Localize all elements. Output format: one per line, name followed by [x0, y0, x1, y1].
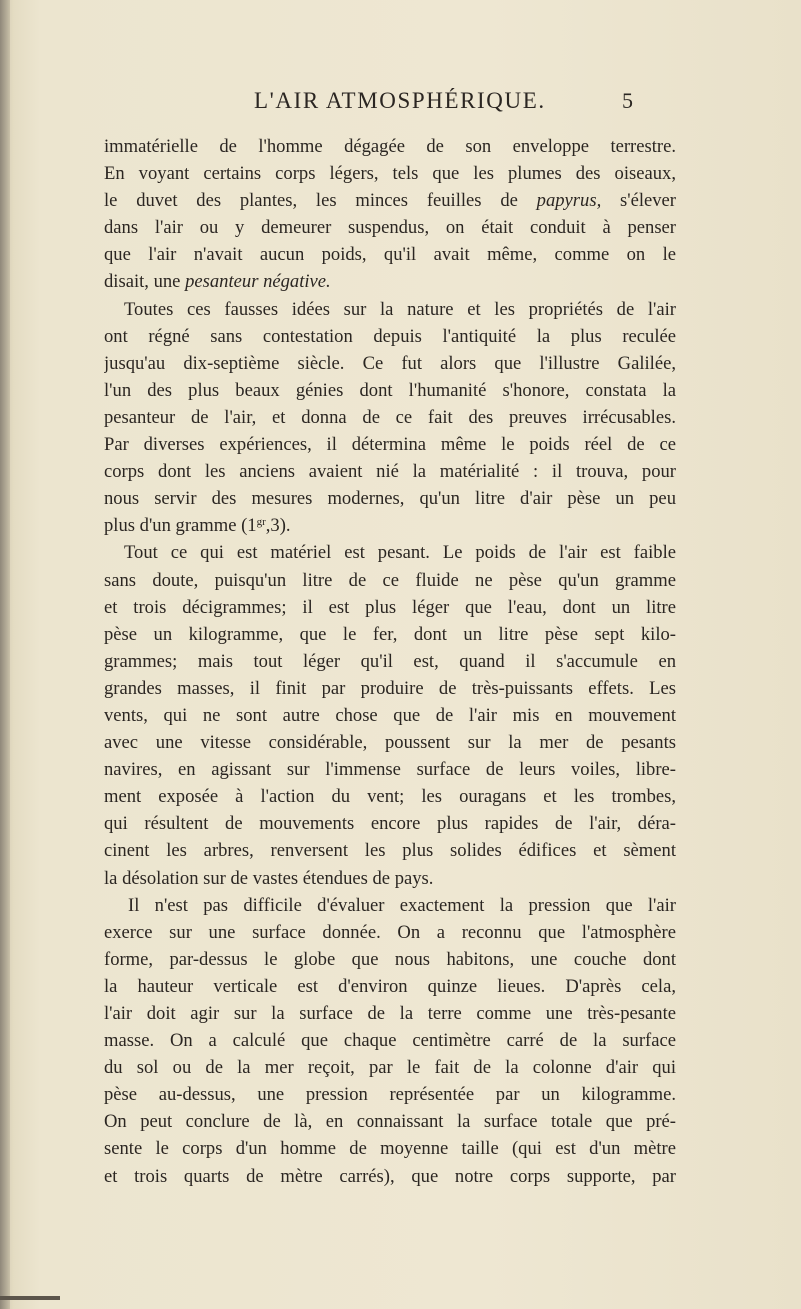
- page-edge-mark: [0, 1296, 60, 1300]
- text-line: qui résultent de mouvements encore plus rapides de l'air, déra-: [104, 813, 676, 835]
- text-line: Toutes ces fausses idées sur la nature et les propriétés de l'air: [124, 298, 676, 320]
- italic-word: papyrus,: [536, 190, 602, 212]
- text-line: cinent les arbres, renversent les plus solides édifices et sèment: [104, 840, 676, 862]
- text-line: grammes; mais tout léger qu'il est, quand il s'accumule en: [104, 650, 676, 672]
- text-line: [104, 268, 676, 295]
- text-fragment: s'élever: [620, 190, 676, 212]
- italic-phrase: pesanteur négative.: [185, 271, 331, 293]
- text-line: l'un des plus beaux génies dont l'humanité s'honore, constata la: [104, 379, 676, 401]
- text-fragment: disait, une: [104, 271, 181, 293]
- text-line: et trois quarts de mètre carrés), que notre corps supporte, par: [104, 1165, 676, 1187]
- text-line: exerce sur une surface donnée. On a reconnu que l'atmosphère: [104, 921, 676, 943]
- text-line: que l'air n'avait aucun poids, qu'il avait même, comme on le: [104, 244, 676, 266]
- text-line: du sol ou de la mer reçoit, par le fait de la colonne d'air qui: [104, 1057, 676, 1079]
- text-line: et trois décigrammes; il est plus léger que l'eau, dont un litre: [104, 596, 676, 618]
- text-line: l'air doit agir sur la surface de la terre comme une très-pesante: [104, 1003, 676, 1024]
- spine-shadow: [0, 0, 10, 1309]
- text-line: grandes masses, il finit par produire de très-puissants effets. Les: [104, 677, 676, 699]
- text-line: la désolation sur de vastes étendues de pays.: [104, 867, 434, 889]
- body-text: [104, 133, 676, 1190]
- page-header: [0, 88, 801, 118]
- text-line: navires, en agissant sur l'immense surface de leurs voiles, libre-: [104, 759, 676, 781]
- superscript-unit: gr: [256, 516, 266, 529]
- text-line: vents, qui ne sont autre chose que de l'air mis en mouvement: [104, 704, 676, 726]
- text-line: immatérielle de l'homme dégagée de son enveloppe terrestre.: [104, 136, 676, 157]
- text-line: [104, 187, 676, 214]
- text-line: pesanteur de l'air, et donna de ce fait des preuves irrécusables.: [104, 406, 676, 428]
- text-line: jusqu'au dix-septième siècle. Ce fut alors que l'illustre Galilée,: [104, 352, 676, 374]
- text-line: avec une vitesse considérable, poussent sur la mer de pesants: [104, 732, 676, 754]
- text-line: dans l'air ou y demeurer suspendus, on était conduit à penser: [104, 217, 676, 239]
- text-line: pèse un kilogramme, que le fer, dont un litre pèse sept kilo-: [104, 623, 676, 645]
- text-line: sans doute, puisqu'un litre de ce fluide ne pèse qu'un gramme: [104, 569, 676, 591]
- text-line: nous servir des mesures modernes, qu'un litre d'air pèse un peu: [104, 488, 676, 510]
- text-line: [104, 512, 676, 539]
- text-fragment: ,3).: [265, 515, 291, 537]
- text-line: Il n'est pas difficile d'évaluer exactement la pression que l'air: [128, 894, 676, 916]
- text-line: On peut conclure de là, en connaissant la surface totale que pré-: [104, 1111, 676, 1133]
- text-line: Tout ce qui est matériel est pesant. Le poids de l'air est faible: [124, 542, 676, 564]
- text-line: forme, par-dessus le globe que nous habitons, une couche dont: [104, 948, 676, 970]
- text-line: sente le corps d'un homme de moyenne taille (qui est d'un mètre: [104, 1138, 676, 1160]
- page-number: 5: [622, 88, 633, 113]
- text-line: masse. On a calculé que chaque centimètre carré de la surface: [104, 1030, 676, 1052]
- text-line: la hauteur verticale est d'environ quinze lieues. D'après cela,: [104, 975, 676, 997]
- text-fragment: plus d'un gramme (1: [104, 515, 257, 537]
- text-line: Par diverses expériences, il détermina même le poids réel de ce: [104, 434, 676, 456]
- text-line: ont régné sans contestation depuis l'antiquité la plus reculée: [104, 325, 676, 347]
- text-fragment: le duvet des plantes, les minces feuilles de: [104, 190, 518, 212]
- text-line: pèse au-dessus, une pression représentée par un kilogramme.: [104, 1084, 676, 1106]
- running-title: L'AIR ATMOSPHÉRIQUE.: [254, 88, 546, 113]
- text-line: corps dont les anciens avaient nié la matérialité : il trouva, pour: [104, 461, 676, 483]
- text-line: En voyant certains corps légers, tels que les plumes des oiseaux,: [104, 163, 676, 185]
- text-line: ment exposée à l'action du vent; les ouragans et les trombes,: [104, 786, 676, 808]
